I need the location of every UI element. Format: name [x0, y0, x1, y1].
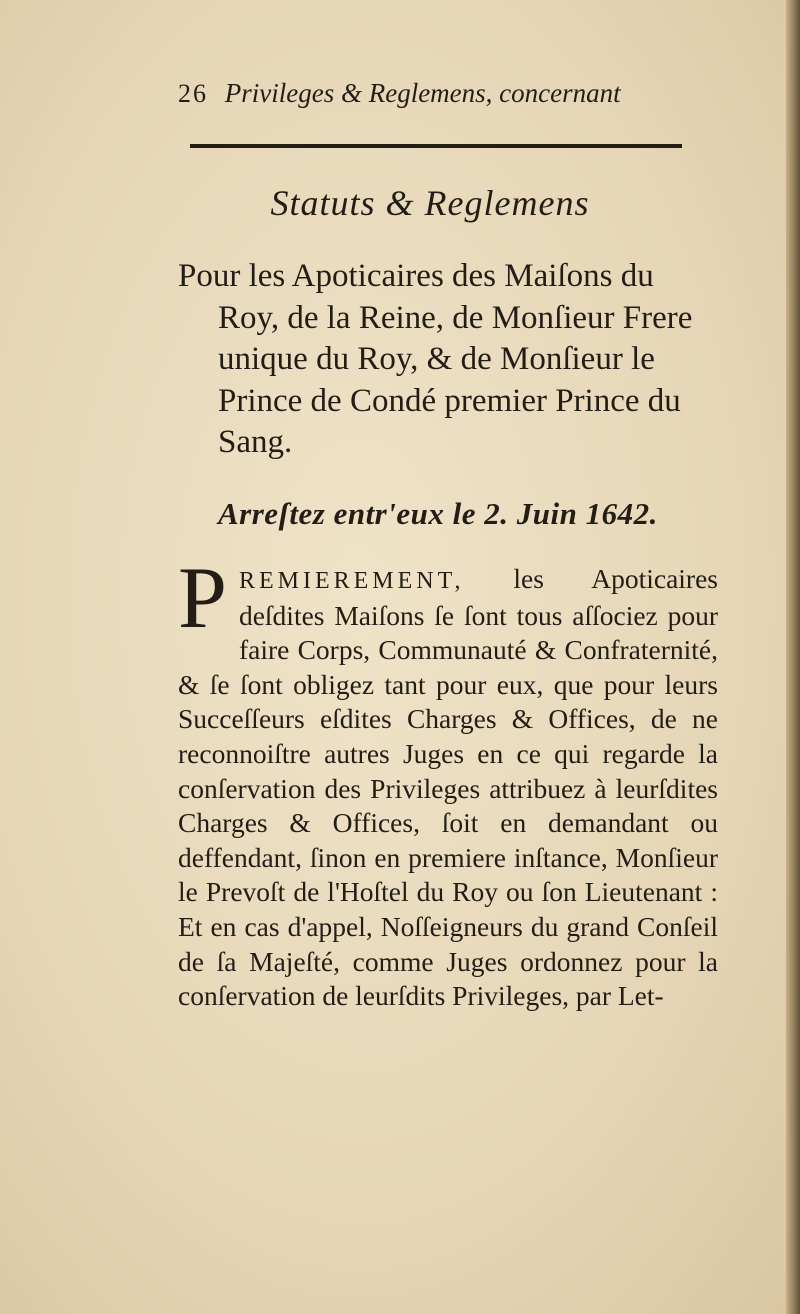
- heading-rest: Roy, de la Reine, de Monſieur Frere unique du Roy, & de Monſieur le Prince de Condé premier Prince du Sang.: [218, 299, 693, 460]
- page-edge: [786, 0, 800, 1314]
- opening-word: REMIEREMENT,: [238, 568, 465, 594]
- heading: [178, 256, 718, 464]
- heading-first-line: Pour les Apoticaires des Maiſons du: [178, 258, 654, 294]
- page-number: 26: [178, 79, 208, 108]
- drop-cap: P: [178, 550, 227, 647]
- header-rule: [190, 144, 682, 148]
- section-title: Statuts & Reglemens: [270, 183, 590, 223]
- dateline: Arreſtez entr'eux le 2. Juin 1642.: [218, 496, 658, 531]
- body-text: [178, 550, 718, 1014]
- body-paragraph: les Apoticaires deſdites Maiſons ſe ſont tous aſſociez pour faire Corps, Communauté & Confraternité, & ſe ſont obligez tant pour eux, que pour leurs Succeſſeurs eſdites Charges & Offices, de ne reconnoiſtre autres Juges en ce qui regarde la conſervation des Privileges attribuez à leurſdites Charges & Offices, ſoit en demandant ou deffendant, ſinon en premiere inſtance, Monſieur le Prevoſt de l'Hoſtel du Roy ou ſon Lieutenant : Et en cas d'appel, Noſſeigneurs du grand Conſeil de ſa Majeſté, comme Juges ordonnez pour la conſervation de leurſdits Privileges, par Let-: [178, 563, 718, 1012]
- running-header: [178, 78, 698, 109]
- running-title: Privileges & Reglemens, concernant: [224, 78, 621, 108]
